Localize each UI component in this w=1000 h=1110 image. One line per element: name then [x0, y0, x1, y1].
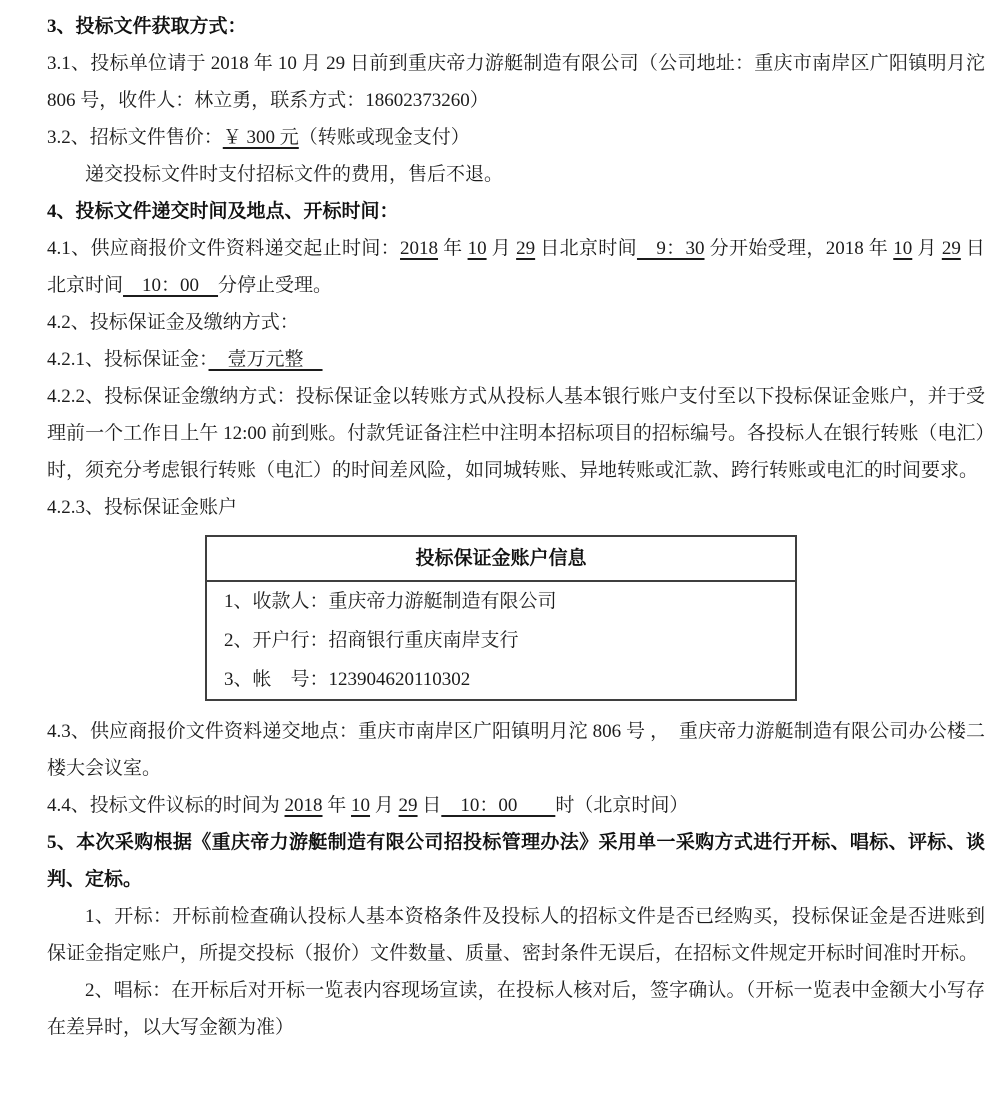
deposit-account-table-title: 投标保证金账户信息 [207, 537, 795, 582]
text-run: 日 [417, 795, 442, 816]
para-4-2-deposit-method: 4.2、投标保证金及缴纳方式： [47, 312, 299, 333]
para-4-4-negotiation-time [47, 787, 985, 824]
underlined-value: 壹万元整 [208, 349, 323, 370]
table-row-payee: 1、收款人：重庆帝力游艇制造有限公司 [224, 591, 557, 612]
underlined-value: 9：30 [636, 238, 705, 259]
text-run: 4.1、供应商报价文件资料递交起止时间： [47, 238, 401, 259]
underlined-value: ￥ 300 元 [222, 127, 299, 148]
para-4-2-2-deposit-payment: 4.2.2、投标保证金缴纳方式：投标保证金以转账方式从投标人基本银行账户支付至以下投标保证金账户，并于受理前一个工作日上午 12:00 前到账。付款凭证备注栏中注明本招标项目的招标编号。各投标人在银行转账（电汇）时，须充分考虑银行转账（电汇）的时间差风险，如同城转账、异地转账或汇款、跨行转账或电汇的时间要求。 [47, 386, 985, 481]
text-run: 年 [438, 238, 468, 259]
text-run: 分停止受理。 [218, 275, 333, 296]
text-run: 分开始受理，2018 年 [704, 238, 894, 259]
underlined-value: 2018 [284, 795, 323, 816]
underlined-value: 29 [516, 238, 536, 259]
underlined-value: 10：00 [123, 275, 219, 296]
underlined-value: 10 [351, 795, 371, 816]
underlined-value: 10 [467, 238, 487, 259]
underlined-value: 10 [893, 238, 913, 259]
text-run: 4.2.1、投标保证金： [47, 349, 209, 370]
text-run: （转账或现金支付） [298, 127, 470, 148]
para-4-2-3-deposit-account: 4.2.3、投标保证金账户 [47, 497, 238, 518]
section-4-heading: 4、投标文件递交时间及地点、开标时间： [47, 201, 399, 222]
para-fee-note: 递交投标文件时支付招标文件的费用，售后不退。 [85, 164, 504, 185]
text-run: 3.2、招标文件售价： [47, 127, 223, 148]
underlined-value: 2018 [400, 238, 439, 259]
text-run: 年 [322, 795, 352, 816]
text-run: 月 [370, 795, 399, 816]
para-open-bid-procedure: 1、开标：开标前检查确认投标人基本资格条件及投标人的招标文件是否已经购买，投标保证金是否进账到保证金指定账户，所提交投标（报价）文件数量、质量、密封条件无误后，在招标文件规定开标时间准时开标。 [47, 906, 985, 964]
underlined-value: 29 [941, 238, 961, 259]
para-3-2-document-price [47, 119, 985, 156]
para-read-bid-procedure: 2、唱标：在开标后对开标一览表内容现场宣读，在投标人核对后，签字确认。（开标一览表中金额大小写存在差异时，以大写金额为准） [47, 980, 985, 1038]
text-run: 日北京时间 [47, 238, 985, 296]
table-row-account-number: 3、帐 号：123904620110302 [224, 669, 471, 690]
text-run: 月 [912, 238, 942, 259]
text-run: 时（北京时间） [555, 795, 689, 816]
table-row-bank: 2、开户行：招商银行重庆南岸支行 [224, 630, 519, 651]
para-4-2-1-deposit-amount [47, 341, 985, 378]
text-run: 月 [486, 238, 517, 259]
deposit-account-table [205, 535, 797, 701]
para-4-1-submission-time [47, 230, 985, 304]
section-3-heading: 3、投标文件获取方式： [47, 16, 247, 37]
para-4-3-submission-location: 4.3、供应商报价文件资料递交地点：重庆市南岸区广阳镇明月沱 806 号 ， 重庆帝力游艇制造有限公司办公楼二楼大会议室。 [47, 721, 985, 779]
para-3-1-obtain-documents [47, 45, 985, 119]
underlined-value: 29 [398, 795, 418, 816]
underlined-value: 10：00 [441, 795, 556, 816]
text-run: 4.4、投标文件议标的时间为 [47, 795, 285, 816]
text-run: 3.1、投标单位请于 2018 年 10 月 29 日前到重庆帝力游艇制造有限公司（公司地址：重庆市南岸区广阳镇明月沱 806 号，收件人：林立勇，联系方式：18602373260） [47, 53, 985, 111]
text-run: 日北京时间 [535, 238, 637, 259]
section-5-procurement-method: 5、本次采购根据《重庆帝力游艇制造有限公司招投标管理办法》采用单一采购方式进行开标、唱标、评标、谈判、定标。 [47, 832, 985, 890]
